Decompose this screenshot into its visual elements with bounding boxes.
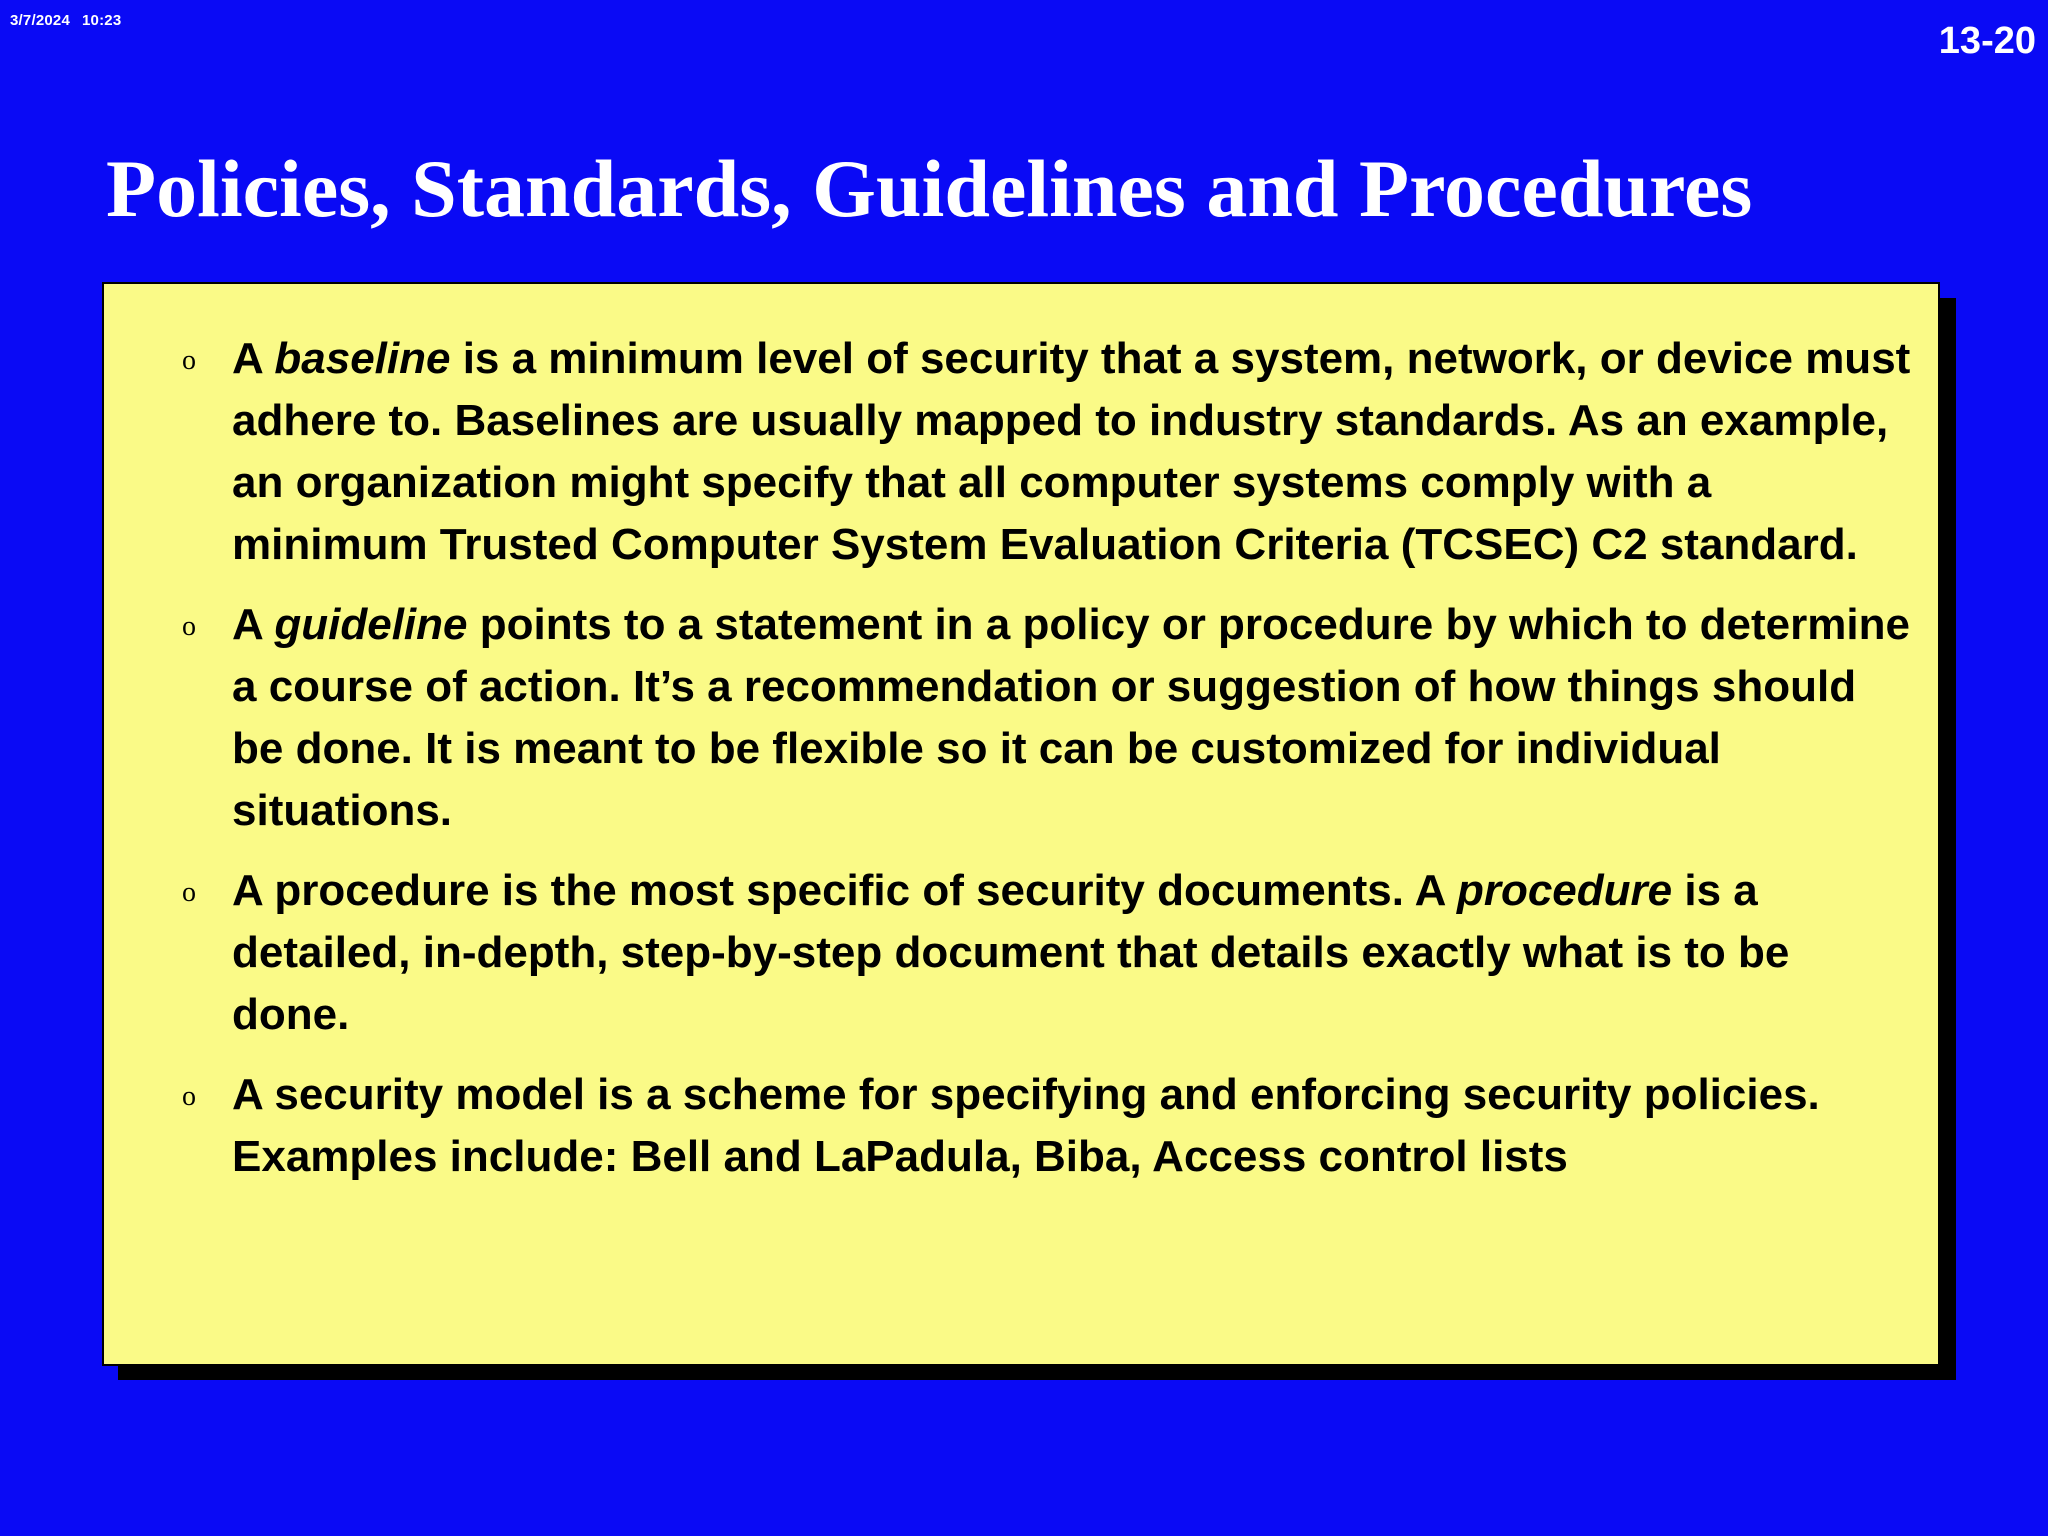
slide-number: 13-20: [1938, 20, 2036, 62]
bullet-text-pre: A procedure is the most specific of security documents. A: [232, 866, 1457, 915]
bullet-text: A security model is a scheme for specifying and enforcing security policies. Examples include: Bell and LaPadula, Biba, Access control lists: [232, 1070, 1820, 1181]
date-time-stamp: [10, 12, 121, 29]
bullet-item-procedure: [104, 860, 1938, 1046]
bullet-text-post: is a minimum level of security that a system, network, or device must adhere to. Baselines are usually mapped to industry standards. As an example, an organization might specify that all computer systems comply with a minimum Trusted Computer System Evaluation Criteria (TCSEC) C2 standard.: [232, 334, 1911, 569]
bullet-term-procedure: procedure: [1456, 866, 1673, 915]
time-text: 10:23: [82, 12, 122, 29]
bullet-marker: o: [182, 1081, 196, 1112]
content-box: [102, 282, 1940, 1366]
bullet-text-pre: A: [232, 600, 275, 649]
bullet-marker: o: [182, 345, 196, 376]
bullet-term-guideline: guideline: [274, 600, 468, 649]
bullet-list: [104, 328, 1938, 1206]
bullet-item-security-model: [104, 1064, 1938, 1188]
bullet-text-post: points to a statement in a policy or procedure by which to determine a course of action. It’s a recommendation or suggestion of how things should be done. It is meant to be flexible so it can be customized for individual situations.: [232, 600, 1910, 835]
bullet-marker: o: [182, 877, 196, 908]
date-text: 3/7/2024: [10, 12, 70, 29]
bullet-item-baseline: [104, 328, 1938, 576]
slide-title: Policies, Standards, Guidelines and Procedures: [106, 143, 1753, 234]
bullet-text-post: is a detailed, in-depth, step-by-step document that details exactly what is to be done.: [232, 866, 1790, 1039]
bullet-item-guideline: [104, 594, 1938, 842]
bullet-text-pre: A: [232, 334, 275, 383]
bullet-term-baseline: baseline: [274, 334, 451, 383]
bullet-marker: o: [182, 611, 196, 642]
